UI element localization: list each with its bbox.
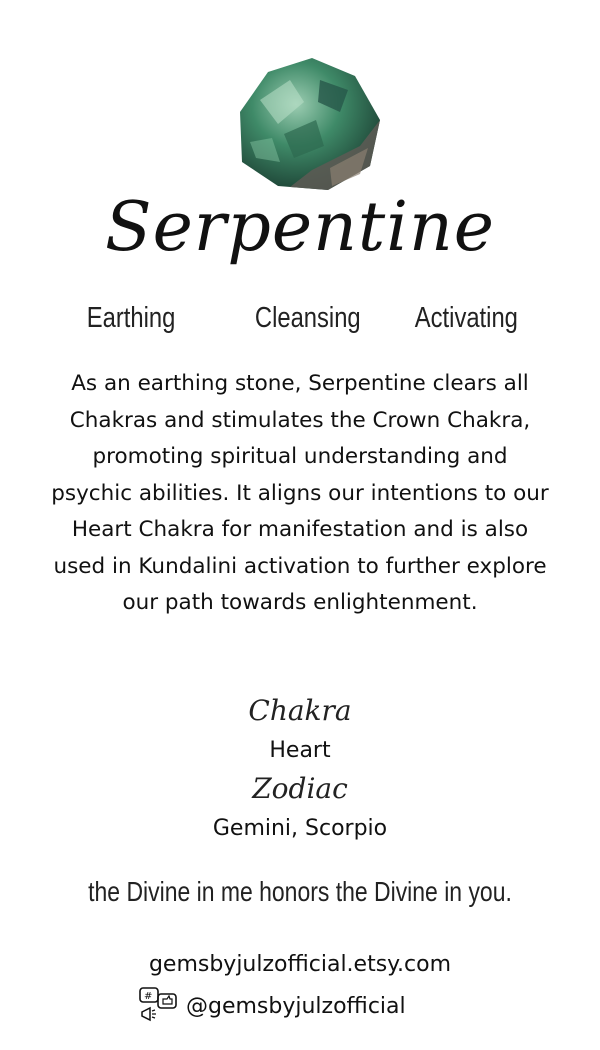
chakra-label: Chakra bbox=[248, 694, 352, 727]
stone-properties bbox=[54, 302, 546, 342]
zodiac-label: Zodiac bbox=[252, 772, 348, 805]
zodiac-value: Gemini, Scorpio bbox=[212, 816, 388, 841]
serpentine-stone-illustration bbox=[220, 50, 390, 200]
affirmation-quote: the Divine in me honors the Divine in you. bbox=[88, 876, 512, 907]
stone-title: Serpentine bbox=[104, 188, 495, 267]
chakra-value: Heart bbox=[269, 738, 331, 763]
social-media-icon bbox=[138, 986, 182, 1026]
property-earthing: Earthing bbox=[86, 302, 176, 334]
property-cleansing: Cleansing bbox=[254, 302, 361, 334]
social-row bbox=[138, 986, 406, 1026]
svg-text:#: # bbox=[144, 991, 153, 1002]
stone-description: As an earthing stone, Serpentine clears all Chakras and stimulates the Crown Chakra, promoting spiritual understanding and psychic abilities. It aligns our intentions to our Heart Chakra for manifestation and is also used in Kundalini activation to further explore our path towards enlightenment. bbox=[51, 371, 549, 615]
social-handle: @gemsbyjulzofficial bbox=[186, 993, 406, 1019]
property-activating: Activating bbox=[414, 302, 518, 334]
shop-website: gemsbyjulzofficial.etsy.com bbox=[148, 952, 452, 977]
